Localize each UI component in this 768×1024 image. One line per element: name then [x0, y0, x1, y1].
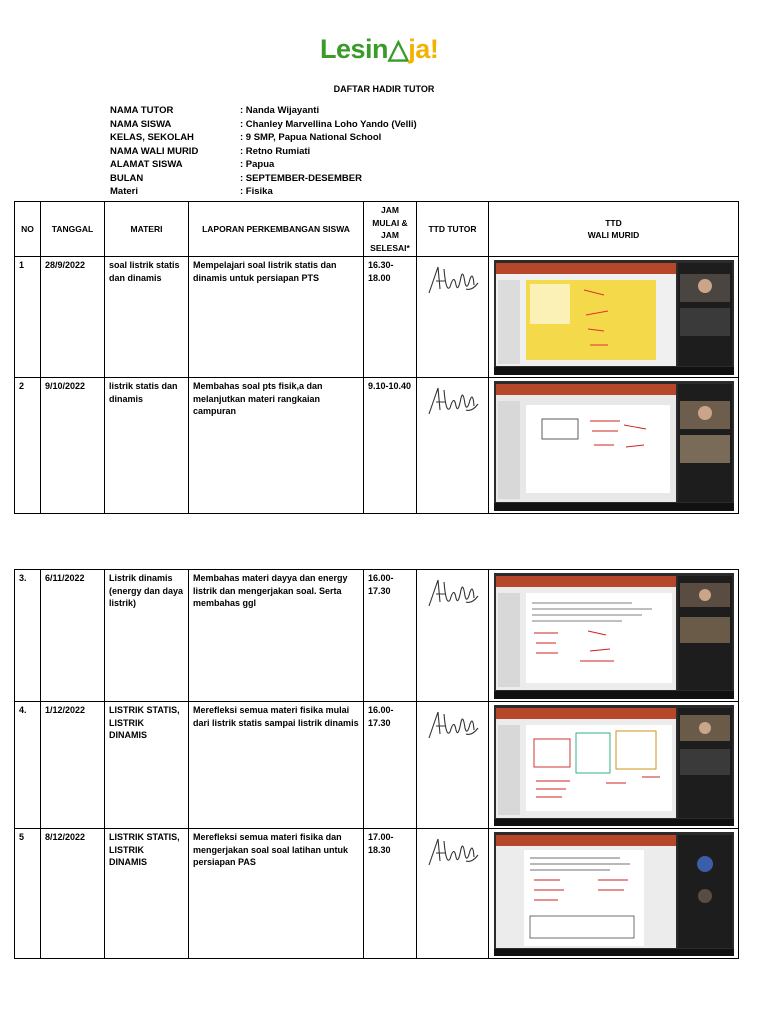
- info-value: : Retno Rumiati: [240, 145, 311, 157]
- table-row: [15, 702, 739, 829]
- tutor-signature-cell: [417, 570, 489, 702]
- info-label: NAMA SISWA: [110, 118, 172, 130]
- row-no: 1: [15, 257, 41, 378]
- row-no: 3.: [15, 570, 41, 702]
- attendance-table-2: [14, 569, 739, 959]
- attendance-table-1: [14, 201, 739, 514]
- info-row: [110, 173, 417, 187]
- row-laporan: Membahas materi dayya dan energy listrik dan mengerjakan soal. Serta membahas ggl: [189, 570, 364, 702]
- lesinaja-logo: [320, 34, 438, 65]
- session-screenshot: [494, 381, 734, 511]
- row-tanggal: 6/11/2022: [41, 570, 105, 702]
- table-header-row: [15, 202, 739, 257]
- row-materi: LISTRIK STATIS, LISTRIK DINAMIS: [105, 829, 189, 959]
- info-label: KELAS, SEKOLAH: [110, 132, 194, 143]
- row-jam: 9.10-10.40: [364, 378, 417, 514]
- row-laporan: Merefleksi semua materi fisika mulai dari listrik statis sampai listrik dinamis: [189, 702, 364, 829]
- tutor-signature: [426, 576, 480, 610]
- session-screenshot: [494, 832, 734, 956]
- logo-text-1: Lesin: [320, 34, 389, 64]
- page-title: DAFTAR HADIR TUTOR: [333, 84, 435, 94]
- row-materi: LISTRIK STATIS, LISTRIK DINAMIS: [105, 702, 189, 829]
- row-jam: 16.00-17.30: [364, 570, 417, 702]
- info-label: ALAMAT SISWA: [110, 159, 183, 170]
- parent-signature-cell: [489, 378, 739, 514]
- info-value: : Chanley Marvellina Loho Yando (Velli): [240, 118, 417, 130]
- session-screenshot: [494, 260, 734, 375]
- tutor-signature-cell: [417, 378, 489, 514]
- logo-triangle-icon: △: [388, 34, 409, 64]
- info-row: [110, 159, 417, 173]
- row-jam: 16.00-17.30: [364, 702, 417, 829]
- info-value: : Nanda Wijayanti: [240, 105, 320, 116]
- info-row: [110, 186, 417, 200]
- header-ttd-wali-line1: TTD: [605, 217, 622, 228]
- tutor-signature-cell: [417, 257, 489, 378]
- session-screenshot: [494, 705, 734, 826]
- parent-signature-cell: [489, 257, 739, 378]
- header-materi: MATERI: [105, 202, 189, 257]
- row-materi: soal listrik statis dan dinamis: [105, 257, 189, 378]
- table-row: [15, 257, 739, 378]
- session-screenshot: [494, 573, 734, 699]
- logo-text-2: ja!: [408, 34, 439, 64]
- info-block: [110, 105, 417, 200]
- info-label: NAMA WALI MURID: [110, 145, 199, 157]
- header-ttd-wali: [489, 202, 739, 257]
- row-laporan: Mempelajari soal listrik statis dan dinamis untuk persiapan PTS: [189, 257, 364, 378]
- row-no: 2: [15, 378, 41, 514]
- info-row: [110, 132, 417, 146]
- tutor-signature: [426, 384, 480, 418]
- table-row: [15, 570, 739, 702]
- row-tanggal: 1/12/2022: [41, 702, 105, 829]
- row-no: 5: [15, 829, 41, 959]
- row-materi: listrik statis dan dinamis: [105, 378, 189, 514]
- row-no: 4.: [15, 702, 41, 829]
- header-ttd-tutor: TTD TUTOR: [417, 202, 489, 257]
- tutor-signature: [426, 835, 480, 869]
- header-no: NO: [15, 202, 41, 257]
- info-label: Materi: [110, 186, 138, 197]
- header-jam: JAM MULAI & JAM SELESAI*: [364, 202, 417, 257]
- info-value: : Papua: [240, 159, 275, 170]
- info-label: BULAN: [110, 172, 144, 184]
- info-value: : Fisika: [240, 186, 273, 197]
- row-jam: 16.30-18.00: [364, 257, 417, 378]
- row-tanggal: 8/12/2022: [41, 829, 105, 959]
- table-row: [15, 829, 739, 959]
- info-value: : 9 SMP, Papua National School: [240, 132, 382, 143]
- info-row: [110, 119, 417, 133]
- info-value: : SEPTEMBER-DESEMBER: [240, 172, 362, 184]
- row-materi: Listrik dinamis (energy dan daya listrik): [105, 570, 189, 702]
- row-jam: 17.00-18.30: [364, 829, 417, 959]
- row-tanggal: 9/10/2022: [41, 378, 105, 514]
- parent-signature-cell: [489, 702, 739, 829]
- row-laporan: Membahas soal pts fisik,a dan melanjutkan materi rangkaian campuran: [189, 378, 364, 514]
- tutor-signature-cell: [417, 702, 489, 829]
- header-laporan: LAPORAN PERKEMBANGAN SISWA: [189, 202, 364, 257]
- parent-signature-cell: [489, 829, 739, 959]
- row-laporan: Merefleksi semua materi fisika dan mengerjakan soal soal latihan untuk persiapan PAS: [189, 829, 364, 959]
- tutor-signature-cell: [417, 829, 489, 959]
- info-label: NAMA TUTOR: [110, 105, 174, 116]
- info-row: [110, 146, 417, 160]
- parent-signature-cell: [489, 570, 739, 702]
- info-row: [110, 105, 417, 119]
- tutor-signature: [426, 708, 480, 742]
- header-ttd-wali-line2: WALI MURID: [587, 230, 640, 240]
- tutor-signature: [426, 263, 480, 297]
- table-row: [15, 378, 739, 514]
- header-tanggal: TANGGAL: [41, 202, 105, 257]
- row-tanggal: 28/9/2022: [41, 257, 105, 378]
